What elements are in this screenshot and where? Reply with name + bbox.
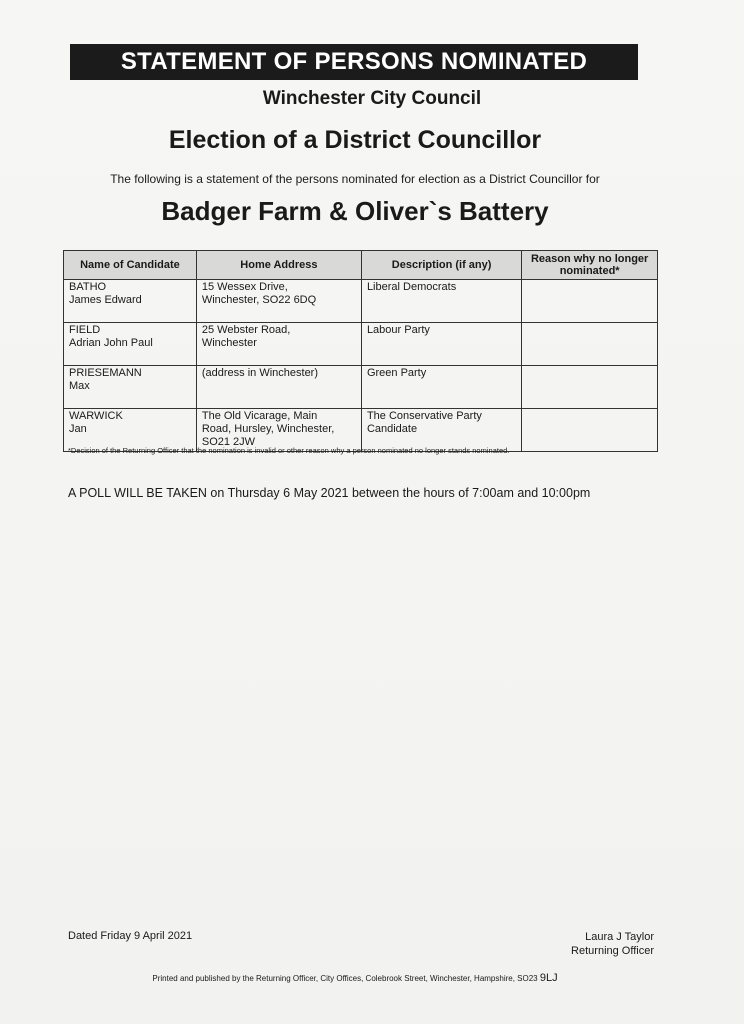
- poll-notice: A POLL WILL BE TAKEN on Thursday 6 May 2021 between the hours of 7:00am and 10:00pm: [68, 486, 591, 500]
- table-header-row: [64, 251, 658, 280]
- description-line: Labour Party: [366, 324, 430, 336]
- council-name: Winchester City Council: [262, 88, 482, 109]
- candidate-name-cell: [64, 280, 197, 323]
- candidate-reason-cell: [522, 323, 658, 366]
- candidates-table: [63, 250, 658, 452]
- address-line: Winchester: [201, 337, 257, 349]
- candidate-surname: WARWICK: [69, 410, 123, 422]
- imprint-text: Printed and published by the Returning Officer, City Offices, Colebrook Street, Winchester, Hampshire, SO23: [152, 974, 540, 983]
- candidate-surname: BATHO: [69, 281, 107, 293]
- imprint-line: [0, 972, 710, 984]
- header-reason: Reason why no longer nominated*: [522, 251, 658, 280]
- address-line: (address in Winchester): [201, 367, 319, 379]
- description-line: Liberal Democrats: [366, 281, 457, 293]
- address-line: Road, Hursley, Winchester,: [201, 423, 335, 435]
- candidate-reason-cell: [522, 280, 658, 323]
- candidate-name-cell: [64, 366, 197, 409]
- table-row: [64, 366, 658, 409]
- returning-officer-block: [571, 930, 654, 958]
- candidate-forenames: Max: [69, 380, 90, 392]
- intro-text: The following is a statement of the persons nominated for election as a District Councillor for: [110, 172, 600, 186]
- description-line: The Conservative Party: [366, 410, 482, 422]
- dated-line: Dated Friday 9 April 2021: [68, 930, 193, 942]
- candidate-description-cell: [361, 280, 521, 323]
- header-address: Home Address: [196, 251, 361, 280]
- candidate-forenames: Jan: [69, 423, 87, 435]
- address-line: The Old Vicarage, Main: [201, 410, 318, 422]
- table-row: [64, 323, 658, 366]
- candidate-address-cell: [196, 280, 361, 323]
- candidate-forenames: James Edward: [69, 294, 142, 306]
- candidate-description-cell: [361, 323, 521, 366]
- candidate-description-cell: [361, 366, 521, 409]
- candidate-address-cell: [196, 323, 361, 366]
- candidate-surname: PRIESEMANN: [69, 367, 142, 379]
- header-name: Name of Candidate: [64, 251, 197, 280]
- candidate-surname: FIELD: [69, 324, 101, 336]
- statement-banner: STATEMENT OF PERSONS NOMINATED: [70, 44, 638, 80]
- officer-title: Returning Officer: [571, 945, 654, 957]
- address-line: 15 Wessex Drive,: [201, 281, 288, 293]
- candidate-reason-cell: [522, 409, 658, 452]
- candidate-address-cell: [196, 366, 361, 409]
- header-description: Description (if any): [361, 251, 521, 280]
- address-line: SO21 2JW: [201, 436, 256, 448]
- table-row: [64, 280, 658, 323]
- election-title: Election of a District Councillor: [168, 126, 542, 154]
- candidate-reason-cell: [522, 366, 658, 409]
- officer-name: Laura J Taylor: [585, 931, 654, 943]
- description-line: Candidate: [366, 423, 418, 435]
- address-line: Winchester, SO22 6DQ: [201, 294, 317, 306]
- description-line: Green Party: [366, 367, 427, 379]
- imprint-postcode-end: 9LJ: [539, 972, 558, 984]
- table-footnote: *Decision of the Returning Officer that the nomination is invalid or other reason why a person nominated no longer stands nominated.: [68, 446, 510, 455]
- address-line: 25 Webster Road,: [201, 324, 291, 336]
- ward-name: Badger Farm & Oliver`s Battery: [161, 196, 549, 226]
- candidate-name-cell: [64, 323, 197, 366]
- candidate-forenames: Adrian John Paul: [69, 337, 153, 349]
